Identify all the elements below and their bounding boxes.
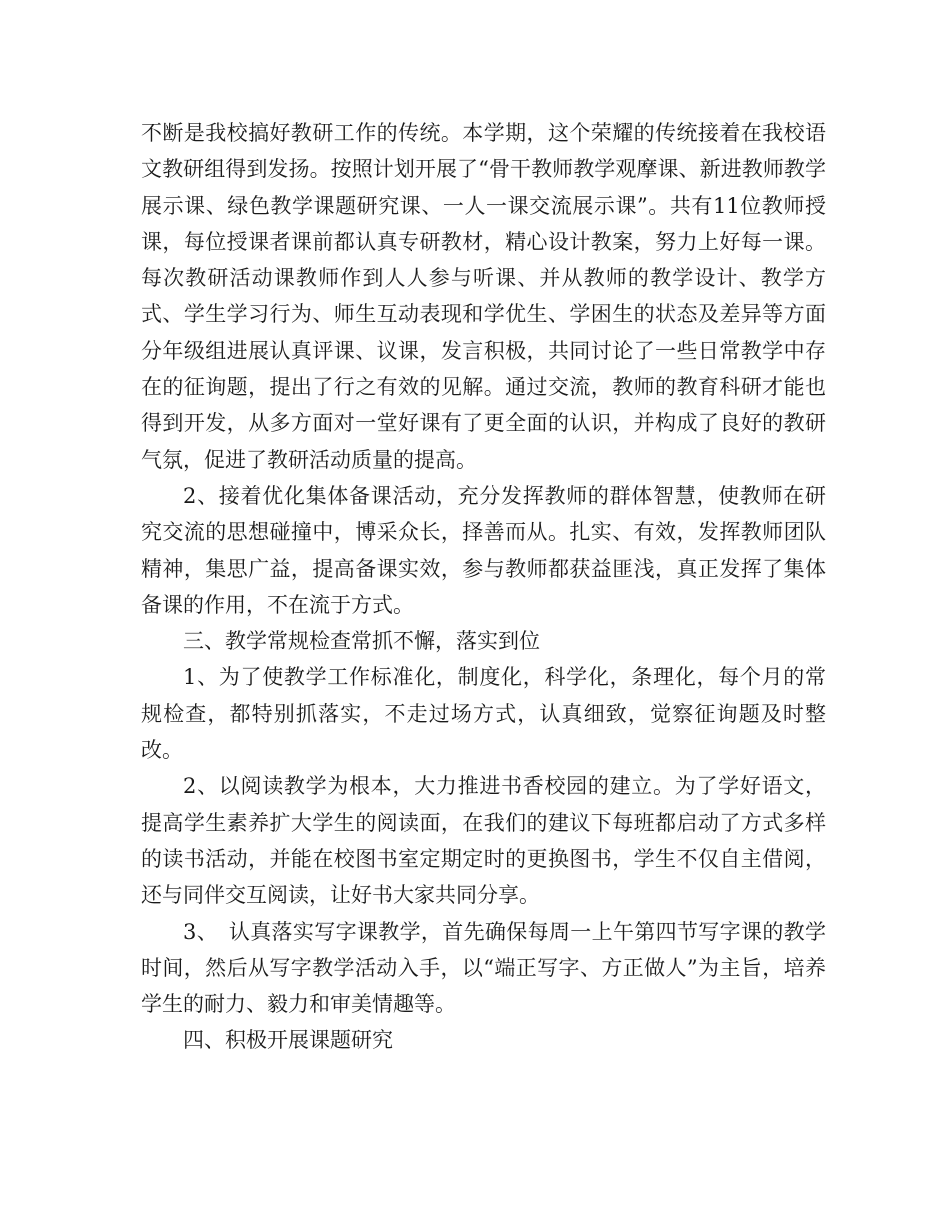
section-heading-research-projects: 四、积极开展课题研究 xyxy=(183,1028,393,1053)
document-body xyxy=(141,115,826,1059)
paragraph-calligraphy-class: 3、 认真落实写字课教学，首先确保每周一上午第四节写字课的教学时间，然后从写字教学活动入手，以“端正写字、方正做人”为主旨，培养学生的耐力、毅力和审美情趣等。 xyxy=(141,919,826,1017)
paragraph-collective-lesson-prep: 2、接着优化集体备课活动，充分发挥教师的群体智慧，使教师在研究交流的思想碰撞中，博采众长，择善而从。扎实、有效，发挥教师团队精神，集思广益，提高备课实效，参与教师都获益匪浅，真正发挥了集体备课的作用，不在流于方式。 xyxy=(141,483,826,617)
paragraph-reading-campus: 2、以阅读教学为根本，大力推进书香校园的建立。为了学好语文，提高学生素养扩大学生的阅读面，在我们的建议下每班都启动了方式多样的读书活动，并能在校图书室定期定时的更换图书，学生不仅自主借阅，还与同伴交互阅读，让好书大家共同分享。 xyxy=(141,774,826,908)
section-heading-routine-inspection: 三、教学常规检查常抓不懈，落实到位 xyxy=(183,629,540,654)
paragraph-teaching-research: 不断是我校搞好教研工作的传统。本学期，这个荣耀的传统接着在我校语文教研组得到发扬。按照计划开展了“骨干教师教学观摩课、新进教师教学展示课、绿色教学课题研究课、一人一课交流展示课”。共有11位教师授课，每位授课者课前都认真专研教材，精心设计教案，努力上好每一课。每次教研活动课教师作到人人参与听课、并从教师的教学设计、教学方式、学生学习行为、师生互动表现和学优生、学困生的状态及差异等方面分年级组进展认真评课、议课，发言积极，共同讨论了一些日常教学中存在的征询题，提出了行之有效的见解。通过交流，教师的教育科研才能也得到开发，从多方面对一堂好课有了更全面的认识，并构成了良好的教研气氛，促进了教研活动质量的提高。 xyxy=(141,121,826,472)
paragraph-monthly-inspection: 1、为了使教学工作标准化，制度化，科学化，条理化，每个月的常规检查，都特别抓落实，不走过场方式，认真细致，觉察征询题及时整改。 xyxy=(141,665,826,763)
